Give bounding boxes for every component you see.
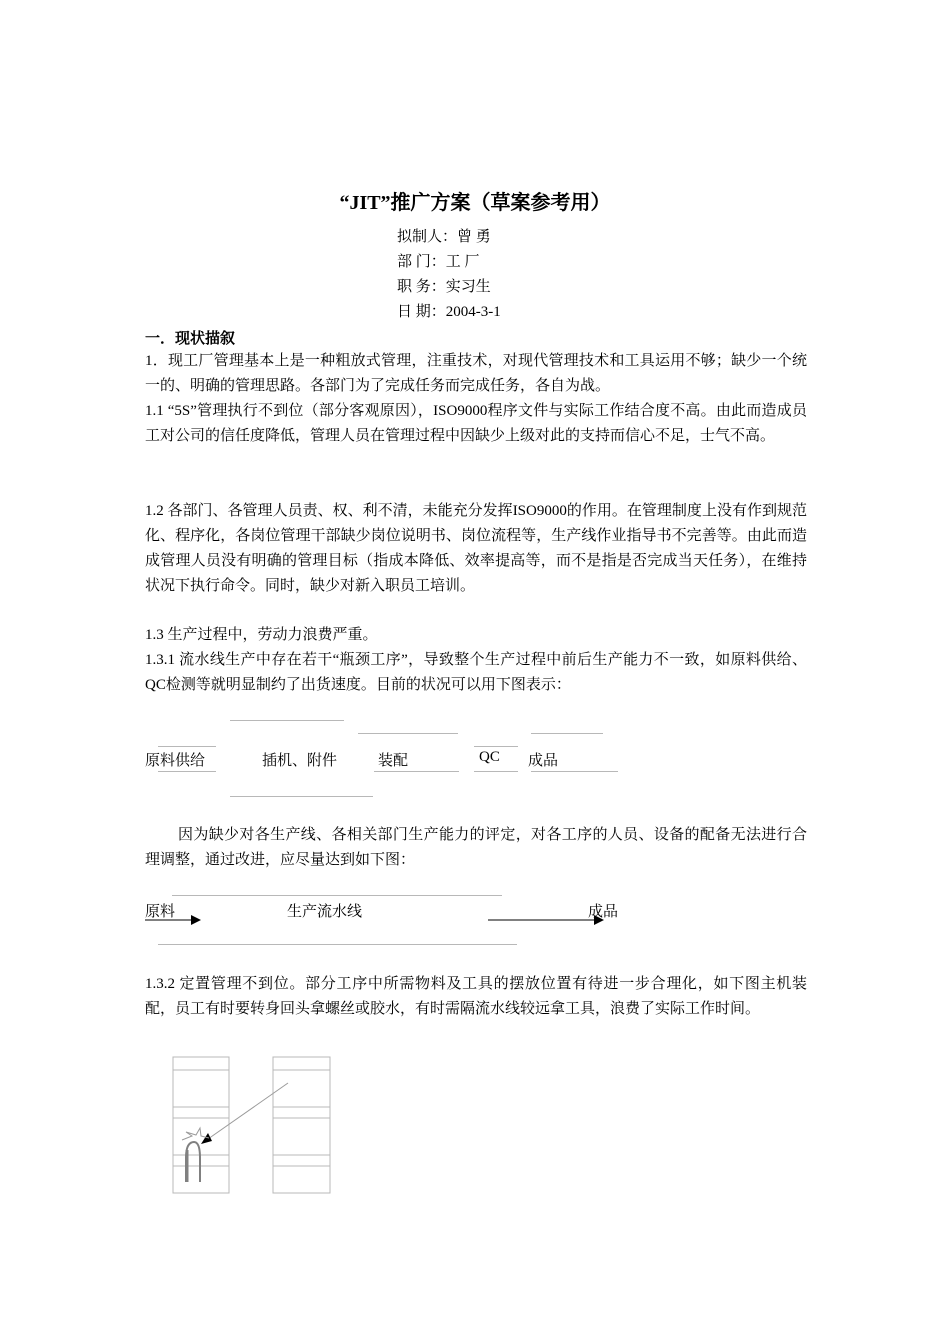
meta-date: 日 期：2004-3-1: [397, 304, 501, 320]
flow-step-raw-material: 原料供给: [145, 753, 206, 769]
flow-production-line: 生产流水线: [287, 904, 363, 920]
paragraph-1-3-2: 1.3.2 定置管理不到位。部分工序中所需物料及工具的摆放位置有待进一步合理化，如下图主机装配，员工有时要转身回头拿螺丝或胶水，有时需隔流水线较远拿工具，浪费了实际工作时间。: [145, 976, 807, 1017]
section-heading: 一．现状描叙: [145, 331, 236, 347]
right-bench: [273, 1057, 330, 1193]
reach-arrow-head: [201, 1133, 212, 1144]
meta-department: 部 门：工 厂: [397, 254, 480, 270]
flow-step-qc: QC: [479, 749, 500, 765]
meta-author: 拟制人：曾 勇: [397, 229, 491, 245]
flow-step-finished: 成品: [528, 753, 559, 769]
document-title: “JIT”推广方案（草案参考用）: [339, 192, 611, 214]
flow-start-raw: 原料: [145, 904, 176, 920]
paragraph-1-3: 1.3 生产过程中，劳动力浪费严重。: [145, 627, 378, 643]
paragraph-1-1: 1.1 “5S”管理执行不到位（部分客观原因），ISO9000程序文件与实际工作结合度不高。由此而造成员工对公司的信任度降低，管理人员在管理过程中因缺少上级对此的支持而信心不足，士气不高。: [145, 403, 807, 444]
flow-step-insertion: 插机、附件: [262, 753, 338, 769]
paragraph-1: 1．现工厂管理基本上是一种粗放式管理，注重技术，对现代管理技术和工具运用不够；缺少一个统一的、明确的管理思路。各部门为了完成任务而完成任务，各自为战。: [145, 353, 807, 394]
paragraph-adjust: 因为缺少对各生产线、各相关部门生产能力的评定，对各工序的人员、设备的配备无法进行合理调整，通过改进，应尽量达到如下图：: [145, 827, 807, 868]
meta-position: 职 务：实习生: [397, 279, 491, 295]
flow-end-finished: 成品: [588, 904, 619, 920]
flow-step-assembly: 装配: [378, 753, 409, 769]
paragraph-1-3-1: 1.3.1 流水线生产中存在若干“瓶颈工序”，导致整个生产过程中前后生产能力不一致，如原料供给、QC检测等就明显制约了出货速度。目前的状况可以用下图表示：: [145, 652, 807, 693]
paragraph-1-2: 1.2 各部门、各管理人员责、权、利不清，未能充分发挥ISO9000的作用。在管理制度上没有作到规范化、程序化，各岗位管理干部缺少岗位说明书、岗位流程等，生产线作业指导书不完善等。由此而造成管理人员没有明确的管理目标（指成本降低、效率提高等，而不是指是否完成当天任务），在维持状况下执行命令。同时，缺少对新入职员工培训。: [145, 503, 807, 594]
reach-arrow-line: [208, 1083, 288, 1139]
